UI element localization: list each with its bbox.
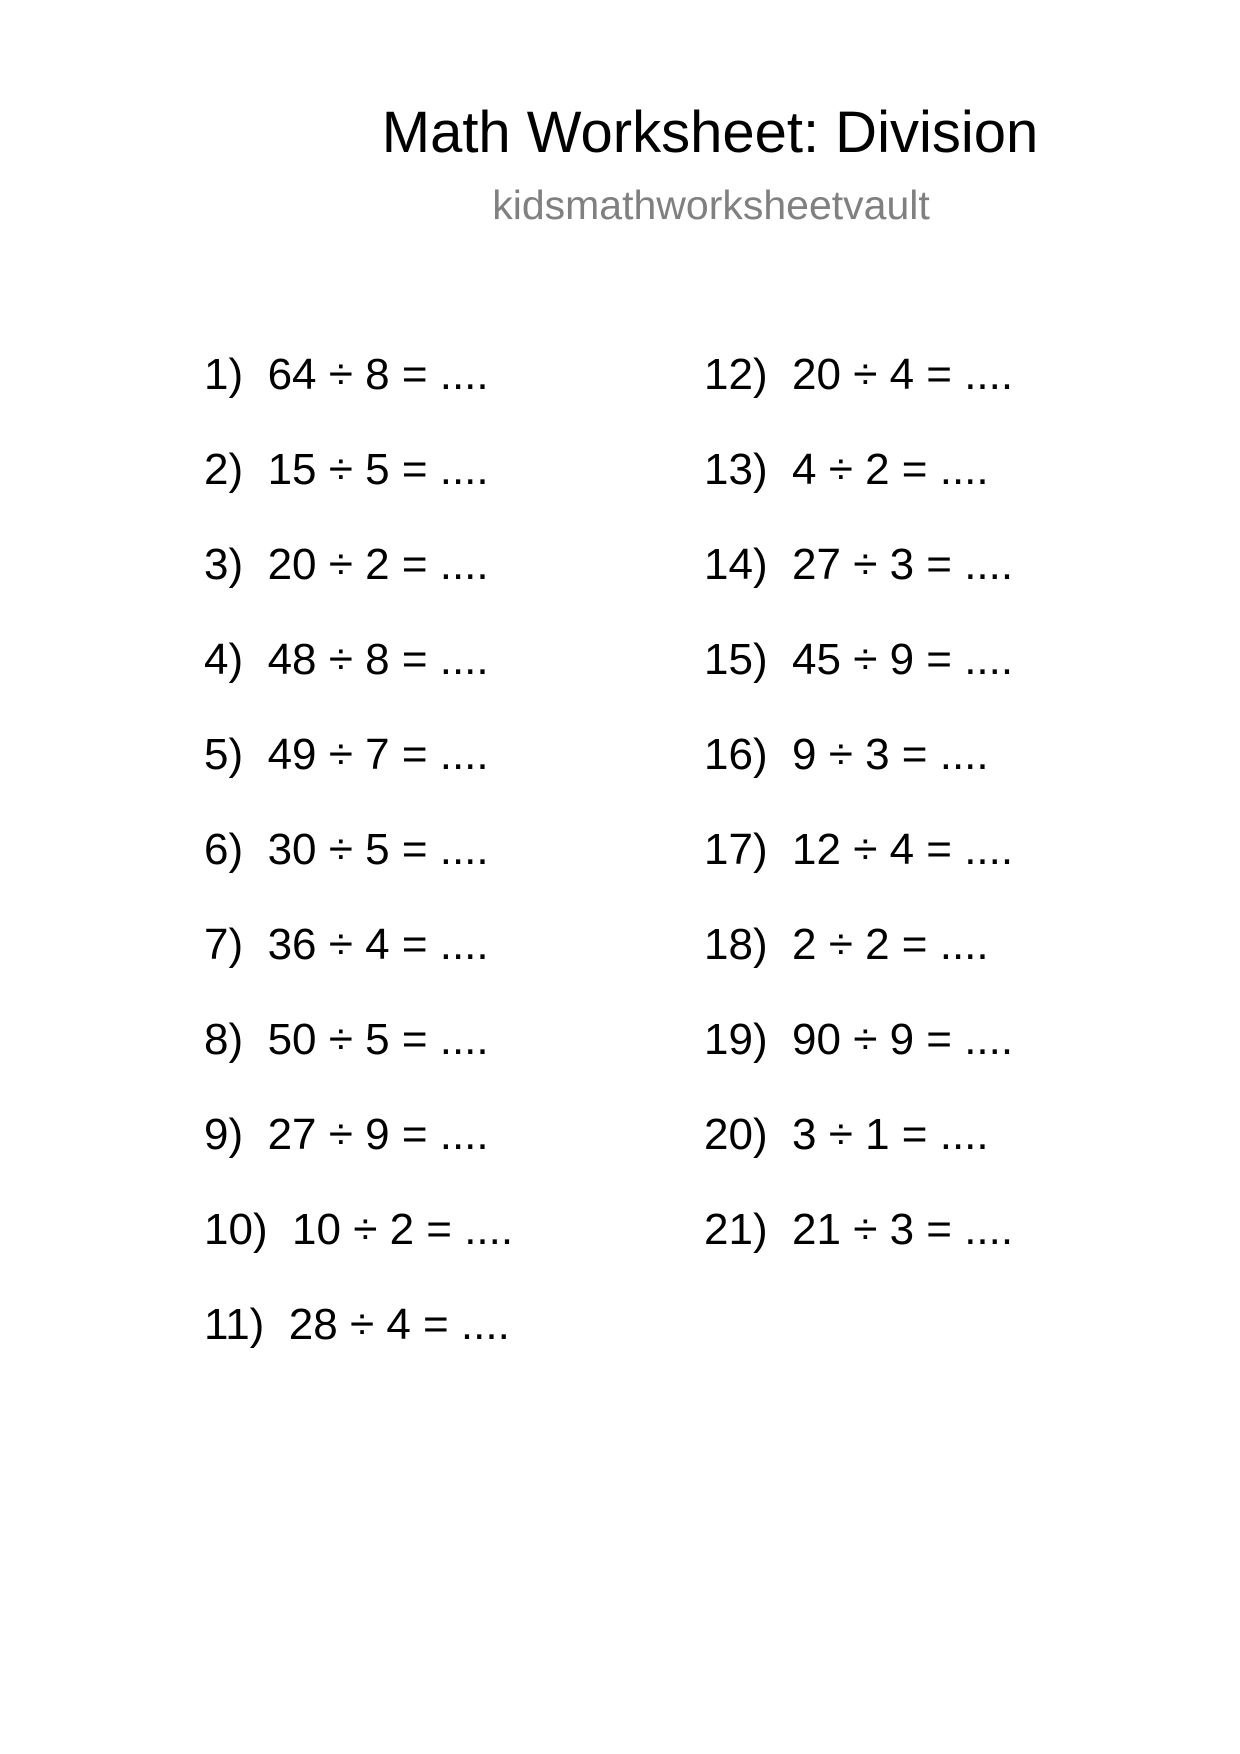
problem-number: 1) bbox=[204, 350, 244, 399]
problem-5 bbox=[204, 730, 489, 780]
problem-expression: 28 ÷ 4 = .... bbox=[288, 1300, 510, 1349]
problem-number: 15) bbox=[704, 635, 768, 684]
problem-number: 12) bbox=[704, 350, 768, 399]
problem-expression: 30 ÷ 5 = .... bbox=[267, 825, 489, 874]
problem-6 bbox=[204, 825, 489, 875]
problem-number: 21) bbox=[704, 1205, 768, 1254]
problem-expression: 49 ÷ 7 = .... bbox=[267, 730, 489, 779]
problem-4 bbox=[204, 635, 489, 685]
problem-12 bbox=[704, 350, 1013, 400]
worksheet-subtitle: kidsmathworksheetvault bbox=[492, 182, 930, 228]
problem-expression: 9 ÷ 3 = .... bbox=[792, 730, 989, 779]
problem-expression: 27 ÷ 3 = .... bbox=[792, 540, 1014, 589]
problem-expression: 12 ÷ 4 = .... bbox=[792, 825, 1014, 874]
problem-1 bbox=[204, 350, 489, 400]
problem-expression: 2 ÷ 2 = .... bbox=[792, 920, 989, 969]
problem-2 bbox=[204, 445, 489, 495]
problem-11 bbox=[204, 1300, 510, 1350]
problem-number: 17) bbox=[704, 825, 768, 874]
problem-number: 5) bbox=[204, 730, 244, 779]
problem-number: 10) bbox=[204, 1205, 268, 1254]
problem-number: 8) bbox=[204, 1015, 244, 1064]
problem-expression: 48 ÷ 8 = .... bbox=[267, 635, 489, 684]
problem-16 bbox=[704, 730, 989, 780]
problem-21 bbox=[704, 1205, 1013, 1255]
problem-10 bbox=[204, 1205, 513, 1255]
problem-number: 14) bbox=[704, 540, 768, 589]
problem-expression: 64 ÷ 8 = .... bbox=[267, 350, 489, 399]
problem-15 bbox=[704, 635, 1013, 685]
problem-expression: 20 ÷ 2 = .... bbox=[267, 540, 489, 589]
problem-14 bbox=[704, 540, 1013, 590]
worksheet-title: Math Worksheet: Division bbox=[381, 100, 1039, 165]
problem-number: 16) bbox=[704, 730, 768, 779]
problem-expression: 36 ÷ 4 = .... bbox=[267, 920, 489, 969]
problem-19 bbox=[704, 1015, 1013, 1065]
problem-number: 9) bbox=[204, 1110, 244, 1159]
problem-17 bbox=[704, 825, 1013, 875]
problem-expression: 45 ÷ 9 = .... bbox=[792, 635, 1014, 684]
problem-number: 4) bbox=[204, 635, 244, 684]
problem-8 bbox=[204, 1015, 489, 1065]
problem-expression: 50 ÷ 5 = .... bbox=[267, 1015, 489, 1064]
problem-expression: 27 ÷ 9 = .... bbox=[267, 1110, 489, 1159]
problem-18 bbox=[704, 920, 989, 970]
problem-number: 20) bbox=[704, 1110, 768, 1159]
problem-expression: 90 ÷ 9 = .... bbox=[792, 1015, 1014, 1064]
problem-expression: 3 ÷ 1 = .... bbox=[792, 1110, 989, 1159]
problem-expression: 10 ÷ 2 = .... bbox=[292, 1205, 514, 1254]
problem-number: 3) bbox=[204, 540, 244, 589]
problem-9 bbox=[204, 1110, 489, 1160]
problem-number: 7) bbox=[204, 920, 244, 969]
problem-expression: 21 ÷ 3 = .... bbox=[792, 1205, 1014, 1254]
problem-number: 6) bbox=[204, 825, 244, 874]
problem-expression: 4 ÷ 2 = .... bbox=[792, 445, 989, 494]
problem-number: 11) bbox=[204, 1300, 265, 1349]
problem-13 bbox=[704, 445, 989, 495]
problem-expression: 15 ÷ 5 = .... bbox=[267, 445, 489, 494]
problem-number: 13) bbox=[704, 445, 768, 494]
problem-3 bbox=[204, 540, 489, 590]
problem-expression: 20 ÷ 4 = .... bbox=[792, 350, 1014, 399]
problem-number: 2) bbox=[204, 445, 244, 494]
problem-7 bbox=[204, 920, 489, 970]
problem-number: 18) bbox=[704, 920, 768, 969]
problem-20 bbox=[704, 1110, 989, 1160]
problem-number: 19) bbox=[704, 1015, 768, 1064]
